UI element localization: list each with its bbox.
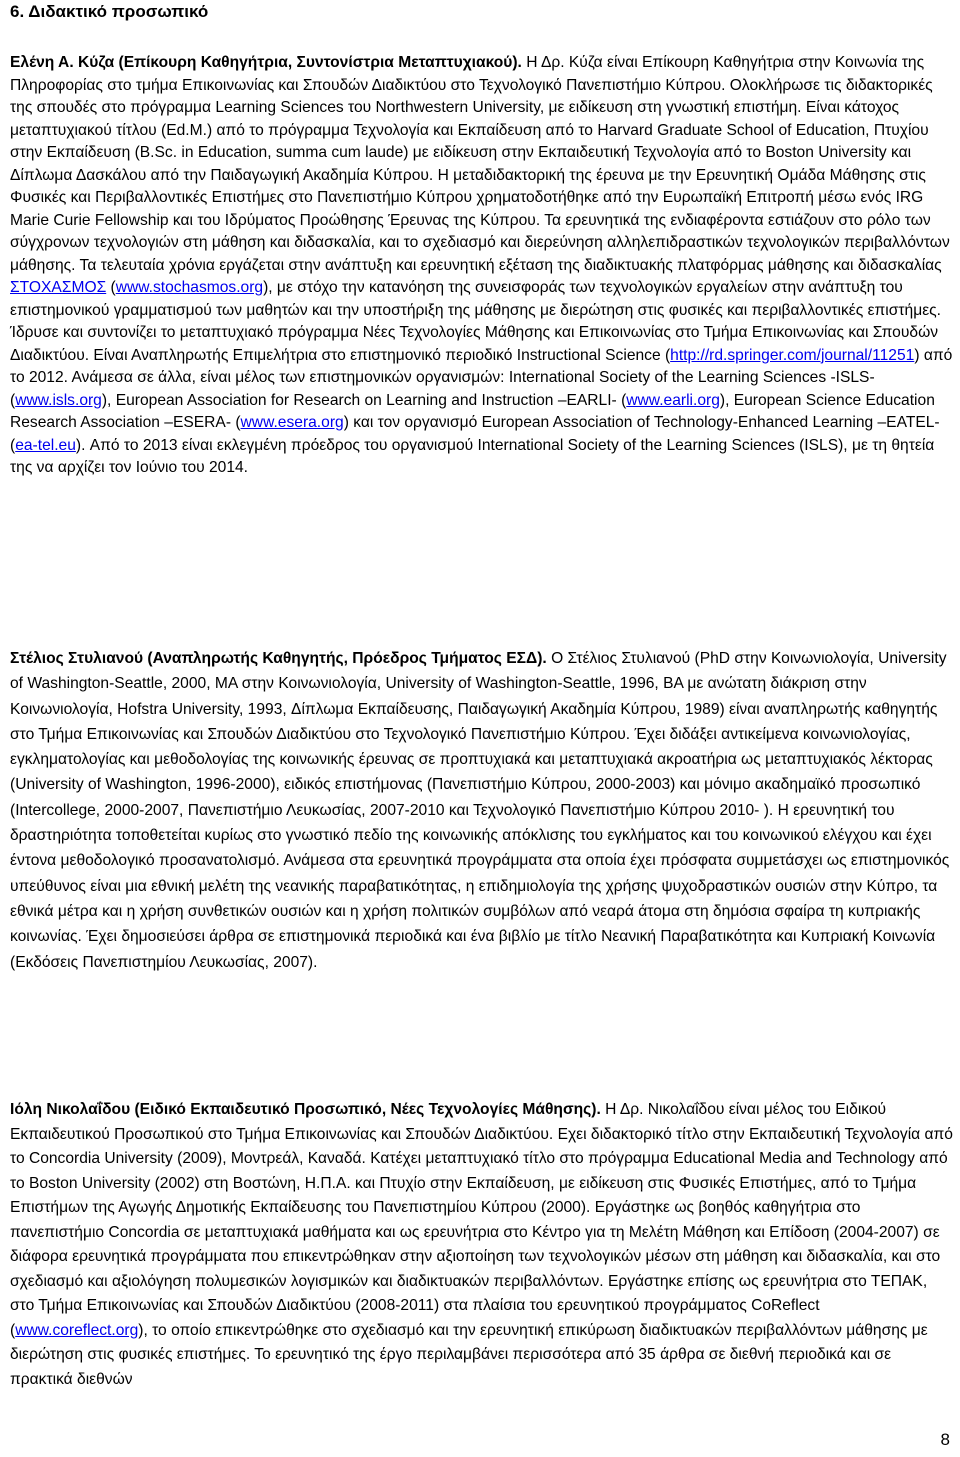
page-number: 8: [940, 1430, 950, 1449]
bio-text: (: [106, 279, 116, 296]
link-isls[interactable]: www.isls.org: [15, 391, 102, 409]
person-name: Ελένη Α. Κύζα (Επίκουρη Καθηγήτρια, Συντονίστρια Μεταπτυχιακού).: [10, 54, 522, 71]
bio-text: ), European Association for Research on Learning and Instruction –EARLI- (: [101, 391, 627, 409]
bio-text: ), το οποίο επικεντρώθηκε στο σχεδιασμό και την ερευνητική επικύρωση διαδικτυακών περιβαλλόντων μάθησης με διερώτηση στις φυσικές επιστήμες. Το ερευνητικό της έργο περιλαμβάνει περισσότερα από 35 άρθρα σε διεθνή περιοδικά και σε πρακτικά διεθνών: [10, 1321, 928, 1388]
link-stochasmos-url[interactable]: www.stochasmos.org: [115, 279, 264, 296]
person-entry-nikolaidou: [10, 1098, 955, 1392]
bio-text: ) και τον οργανισμό European Association of Technology-Enhanced Learning –EATEL- (: [10, 414, 940, 454]
bio-paragraph: [10, 52, 955, 480]
person-entry-stylianou: [10, 646, 955, 975]
bio-text: Ο Στέλιος Στυλιανού (PhD στην Κοινωνιολογία, University of Washington-Seattle, 2000, MA στην Κοινωνιολογία, University of Washington-Seattle, 1996, BA με ανώτατη διάκριση στην Κοινωνιολογία, Hofstra University, 1993, Δίπλωμα Εκπαίδευσης, Παιδαγωγική Ακαδημία Κύπρου, 1989) είναι αναπληρωτής καθηγητής στο Τμήμα Επικοινωνίας και Σπουδών Διαδικτύου στο Τεχνολογικό Πανεπιστήμιο Κύπρου. Έχει διδάξει αντικείμενα κοινωνιολογίας, εγκληματολογίας και μεθοδολογίας της κοινωνικής έρευνας σε προπτυχιακά και μεταπτυχιακά ακροατήρια ως μεταπτυχιακός λέκτορας (University of Washington, 1996-2000), ειδικός επιστήμονας (Πανεπιστήμιο Κύπρου, 2000-2003) και μόνιμο ακαδημαϊκό προσωπικό (Intercollege, 2000-2007, Πανεπιστήμιο Λευκωσίας, 2007-2010 και Τεχνολογικό Πανεπιστήμιο Κύπρου 2010- ). Η ερευνητική του δραστηριότητα τοποθετείται κυρίως στο γνωστικό πεδίο της κοινωνικής απόκλισης του εγκλήματος και του κοινωνικού ελέγχου και έχει έντονα μεθοδολογικό προσανατολισμό. Ανάμεσα στα ερευνητικά προγράμματα στα οποία έχει πρόσφατα συμμετάσχει ως επιστημονικός υπεύθυνος είναι μια εθνική μελέτη της νεανικής παραβατικότητας, η επιδημιολογία της χρήσης ψυχοδραστικών ουσιών στην Κύπρο, τα εθνικά μέτρα και η χρήση συνθετικών ουσιών και η χρήση πολιτικών συμβόλων από νεαρά άτομα στη δημόσια σφαίρα τη κυπριακής κοινωνίας. Έχει δημοσιεύσει άρθρα σε επιστημονικά περιοδικά και ένα βιβλίο με τίτλο Νεανική Παραβατικότητα και Κυπριακή Κοινωνία (Εκδόσεις Πανεπιστημίου Λευκωσίας, 2007).: [10, 650, 950, 971]
link-journal[interactable]: http://rd.springer.com/journal/11251: [670, 346, 915, 364]
bio-text: ), European Science Education Research Association –ESERA- (: [10, 391, 935, 431]
bio-text: ), με στόχο την κατανόηση της συνεισφοράς των τεχνολογικών εργαλείων στην ανάπτυξη του επιστημονικού γραμματισμού των μαθητών και την υποστήριξη της μάθησης με διερώτηση στις φυσικές και περιβαλλοντικές επιστήμες. Ίδρυσε και συντονίζει το μεταπτυχιακό πρόγραμμα Νέες Τεχνολογίες Μάθησης και Επικοινωνίας στο Τμήμα Επικοινωνίας και Σπουδών Διαδικτύου. Είναι Αναπληρωτής Επιμελήτρια στο επιστημονικό περιοδικό Instructional Science (: [10, 279, 942, 364]
person-name: Ιόλη Νικολαΐδου (Ειδικό Εκπαιδευτικό Προσωπικό, Νέες Τεχνολογίες Μάθησης).: [10, 1101, 601, 1118]
bio-text: Η Δρ. Νικολαΐδου είναι μέλος του Ειδικού Εκπαιδευτικού Προσωπικού στο Τμήμα Επικοινωνίας και Σπουδών Διαδικτύου. Εχει διδακτορικό τίτλο στην Εκπαιδευτική Τεχνολογία από το Concordia University (2009), Μοντρεάλ, Καναδά. Κατέχει μεταπτυχιακό τίτλο στο πρόγραμμα Educational Media and Technology από το Boston University (2002) στη Βοστώνη, Η.Π.Α. και Πτυχίο στην Εκπαίδευση, με ειδίκευση στις Φυσικές Επιστήμες, από το Τμήμα Επιστήμων της Αγωγής Δημοτικής Εκπαίδευσης του Πανεπιστημίου Κύπρου (2000). Εργάστηκε ως βοηθός καθηγήτρια στο πανεπιστήμιο Concordia σε μεταπτυχιακά μαθήματα και ως ερευνήτρια στο Κέντρο για τη Μελέτη Μάθηση και Επίδοση (2004-2007) σε διάφορα ερευνητικά προγράμματα που επικεντρώθηκαν στην αξιοποίηση των τεχνολογικών μέσων στη μάθηση και διδασκαλία, και στο σχεδιασμό και αξιολόγηση πολυμεσικών λογισμικών και διαδικτυακών περιβαλλόντων. Εργάστηκε επίσης ως ερευνήτρια στο ΤΕΠΑΚ, στο Τμήμα Επικοινωνίας και Σπουδών Διαδικτύου (2008-2011) στα πλαίσια του ερευνητικού προγράμματος CoReflect (: [10, 1101, 953, 1339]
bio-paragraph: [10, 1098, 955, 1392]
link-earli[interactable]: www.earli.org: [626, 391, 720, 409]
section-heading: 6. Διδακτικό προσωπικό: [10, 2, 209, 21]
bio-text: ) από το 2012. Ανάμεσα σε άλλα, είναι μέλος των επιστημονικών οργανισμών: International Society of the Learning Sciences -ISLS- (: [10, 346, 953, 409]
bio-paragraph: [10, 646, 955, 975]
person-name: Στέλιος Στυλιανού (Αναπληρωτής Καθηγητής, Πρόεδρος Τμήματος ΕΣΔ).: [10, 650, 547, 667]
bio-text: Η Δρ. Κύζα είναι Επίκουρη Καθηγήτρια στην Κοινωνία της Πληροφορίας στο τμήμα Επικοινωνίας και Σπουδών Διαδικτύου στο Τεχνολογικό Πανεπιστήμιο Κύπρου. Ολοκλήρωσε τις διδακτορικές της σπουδές στο πρόγραμμα Learning Sciences του Northwestern University, με ειδίκευση στη γνωστική επιστήμη. Είναι κάτοχος μεταπτυχιακού τίτλου (Ed.M.) από το πρόγραμμα Τεχνολογία και Εκπαίδευση από το Harvard Graduate School of Education, Πτυχίου στην Εκπαίδευση (B.Sc. in Education, summa cum laude) με ειδίκευση στην Εκπαιδευτική Τεχνολογία από το Boston University και Δίπλωμα Δασκάλου από την Παιδαγωγική Ακαδημία Κύπρου. Η μεταδιδακτορική της έρευνα με την Ερευνητική Ομάδα Μάθησης στις Φυσικές και Περιβαλλοντικές Επιστήμες στο Πανεπιστήμιο Κύπρου χρηματοδοτήθηκε από την Ευρωπαϊκή Επιτροπή μέσω ενός IRG Marie Curie Fellowship και του Ιδρύματος Προώθησης Έρευνας της Κύπρου. Τα ερευνητικά της ενδιαφέροντα εστιάζουν στο ρόλο των σύγχρονων τεχνολογιών στη μάθηση και διδασκαλία, και το σχεδιασμό και διερεύνηση αλληλεπιδραστικών τεχνολογικών περιβαλλόντων μάθησης. Τα τελευταία χρόνια εργάζεται στην ανάπτυξη και ερευνητική εξέταση της διαδικτυακής πλατφόρμας μάθησης και διδασκαλίας: [10, 54, 950, 274]
link-esera[interactable]: www.esera.org: [240, 414, 344, 431]
link-eatel[interactable]: ea-tel.eu: [15, 436, 76, 454]
person-entry-kyza: [10, 52, 955, 480]
link-stochasmos[interactable]: ΣΤΟΧΑΣΜΟΣ: [10, 279, 107, 296]
bio-text: ). Από το 2013 είναι εκλεγμένη πρόεδρος του οργανισμού International Society of the Learning Sciences (ISLS), με τη θητεία της να αρχίζει τον Ιούνιο του 2014.: [10, 436, 935, 476]
link-coreflect[interactable]: www.coreflect.org: [15, 1321, 139, 1339]
